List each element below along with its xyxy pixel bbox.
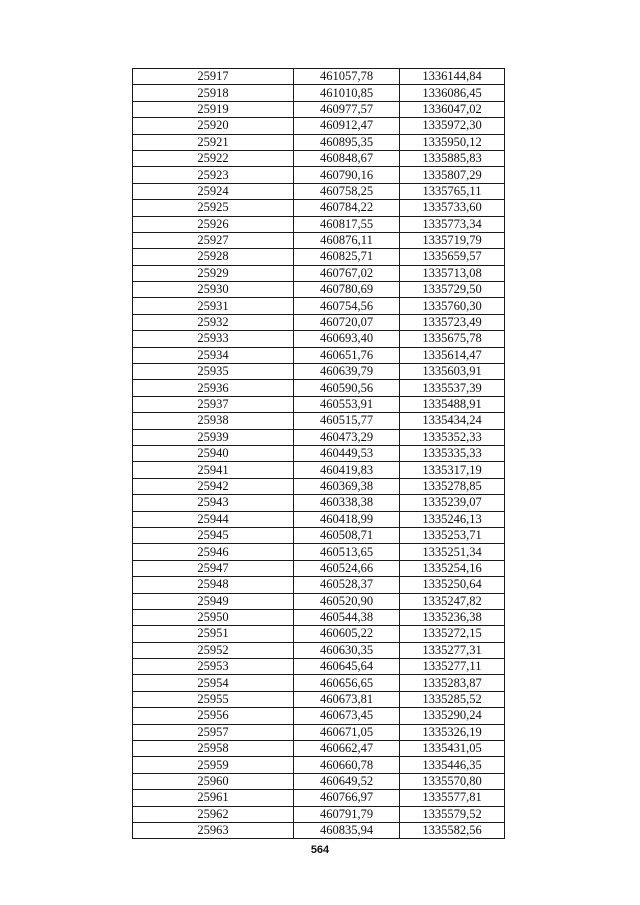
table-row — [133, 429, 505, 445]
y-coordinate-cell: 1335326,19 — [400, 724, 505, 740]
y-coordinate-cell: 1335603,91 — [400, 364, 505, 380]
x-coordinate-cell: 460630,35 — [294, 642, 400, 658]
point-number-cell: 25930 — [133, 282, 294, 298]
table-row — [133, 232, 505, 248]
y-coordinate-cell: 1335765,11 — [400, 183, 505, 199]
y-coordinate-cell: 1335272,15 — [400, 626, 505, 642]
point-number-cell: 25932 — [133, 314, 294, 330]
point-number-cell: 25957 — [133, 724, 294, 740]
page-number: 564 — [310, 844, 330, 856]
x-coordinate-cell: 460656,65 — [294, 675, 400, 691]
x-coordinate-cell: 460754,56 — [294, 298, 400, 314]
point-number-cell: 25950 — [133, 609, 294, 625]
coordinates-table — [132, 68, 505, 839]
point-number-cell: 25940 — [133, 445, 294, 461]
x-coordinate-cell: 460649,52 — [294, 773, 400, 789]
table-row — [133, 577, 505, 593]
point-number-cell: 25936 — [133, 380, 294, 396]
point-number-cell: 25951 — [133, 626, 294, 642]
x-coordinate-cell: 460419,83 — [294, 462, 400, 478]
point-number-cell: 25935 — [133, 364, 294, 380]
y-coordinate-cell: 1335723,49 — [400, 314, 505, 330]
x-coordinate-cell: 460673,45 — [294, 708, 400, 724]
point-number-cell: 25956 — [133, 708, 294, 724]
x-coordinate-cell: 460876,11 — [294, 232, 400, 248]
y-coordinate-cell: 1335239,07 — [400, 495, 505, 511]
point-number-cell: 25938 — [133, 413, 294, 429]
x-coordinate-cell: 460817,55 — [294, 216, 400, 232]
y-coordinate-cell: 1335254,16 — [400, 560, 505, 576]
y-coordinate-cell: 1335570,80 — [400, 773, 505, 789]
point-number-cell: 25924 — [133, 183, 294, 199]
x-coordinate-cell: 460662,47 — [294, 741, 400, 757]
point-number-cell: 25923 — [133, 167, 294, 183]
x-coordinate-cell: 460528,37 — [294, 577, 400, 593]
x-coordinate-cell: 460825,71 — [294, 249, 400, 265]
point-number-cell: 25939 — [133, 429, 294, 445]
x-coordinate-cell: 460895,35 — [294, 134, 400, 150]
y-coordinate-cell: 1335729,50 — [400, 282, 505, 298]
x-coordinate-cell: 460520,90 — [294, 593, 400, 609]
x-coordinate-cell: 460660,78 — [294, 757, 400, 773]
point-number-cell: 25955 — [133, 691, 294, 707]
x-coordinate-cell: 460767,02 — [294, 265, 400, 281]
point-number-cell: 25920 — [133, 118, 294, 134]
table-row — [133, 691, 505, 707]
table-row — [133, 642, 505, 658]
y-coordinate-cell: 1335277,11 — [400, 659, 505, 675]
y-coordinate-cell: 1335675,78 — [400, 331, 505, 347]
y-coordinate-cell: 1335582,56 — [400, 822, 505, 838]
point-number-cell: 25946 — [133, 544, 294, 560]
y-coordinate-cell: 1335614,47 — [400, 347, 505, 363]
point-number-cell: 25943 — [133, 495, 294, 511]
x-coordinate-cell: 460673,81 — [294, 691, 400, 707]
y-coordinate-cell: 1335719,79 — [400, 232, 505, 248]
point-number-cell: 25927 — [133, 232, 294, 248]
point-number-cell: 25949 — [133, 593, 294, 609]
point-number-cell: 25947 — [133, 560, 294, 576]
x-coordinate-cell: 461057,78 — [294, 69, 400, 85]
table-row — [133, 200, 505, 216]
y-coordinate-cell: 1335253,71 — [400, 527, 505, 543]
y-coordinate-cell: 1335431,05 — [400, 741, 505, 757]
point-number-cell: 25917 — [133, 69, 294, 85]
table-row — [133, 216, 505, 232]
point-number-cell: 25933 — [133, 331, 294, 347]
x-coordinate-cell: 460473,29 — [294, 429, 400, 445]
table-row — [133, 150, 505, 166]
table-row — [133, 265, 505, 281]
y-coordinate-cell: 1335352,33 — [400, 429, 505, 445]
point-number-cell: 25941 — [133, 462, 294, 478]
y-coordinate-cell: 1335972,30 — [400, 118, 505, 134]
table-row — [133, 495, 505, 511]
table-row — [133, 249, 505, 265]
point-number-cell: 25937 — [133, 396, 294, 412]
y-coordinate-cell: 1335577,81 — [400, 790, 505, 806]
point-number-cell: 25944 — [133, 511, 294, 527]
x-coordinate-cell: 460508,71 — [294, 527, 400, 543]
x-coordinate-cell: 460693,40 — [294, 331, 400, 347]
table-row — [133, 331, 505, 347]
y-coordinate-cell: 1336086,45 — [400, 85, 505, 101]
table-row — [133, 134, 505, 150]
x-coordinate-cell: 460553,91 — [294, 396, 400, 412]
point-number-cell: 25952 — [133, 642, 294, 658]
x-coordinate-cell: 460651,76 — [294, 347, 400, 363]
y-coordinate-cell: 1336144,84 — [400, 69, 505, 85]
x-coordinate-cell: 460515,77 — [294, 413, 400, 429]
x-coordinate-cell: 460848,67 — [294, 150, 400, 166]
x-coordinate-cell: 460784,22 — [294, 200, 400, 216]
y-coordinate-cell: 1335760,30 — [400, 298, 505, 314]
y-coordinate-cell: 1335236,38 — [400, 609, 505, 625]
x-coordinate-cell: 460790,16 — [294, 167, 400, 183]
table-row — [133, 101, 505, 117]
table-row — [133, 741, 505, 757]
table-row — [133, 413, 505, 429]
point-number-cell: 25948 — [133, 577, 294, 593]
x-coordinate-cell: 460418,99 — [294, 511, 400, 527]
y-coordinate-cell: 1335317,19 — [400, 462, 505, 478]
table-row — [133, 282, 505, 298]
x-coordinate-cell: 460912,47 — [294, 118, 400, 134]
table-row — [133, 445, 505, 461]
table-row — [133, 659, 505, 675]
table-row — [133, 462, 505, 478]
x-coordinate-cell: 460766,97 — [294, 790, 400, 806]
table-row — [133, 560, 505, 576]
y-coordinate-cell: 1335659,57 — [400, 249, 505, 265]
y-coordinate-cell: 1335733,60 — [400, 200, 505, 216]
table-row — [133, 757, 505, 773]
y-coordinate-cell: 1335713,08 — [400, 265, 505, 281]
table-row — [133, 380, 505, 396]
coordinates-table-body — [133, 69, 505, 839]
x-coordinate-cell: 460639,79 — [294, 364, 400, 380]
table-row — [133, 69, 505, 85]
table-row — [133, 347, 505, 363]
table-row — [133, 822, 505, 838]
table-row — [133, 314, 505, 330]
y-coordinate-cell: 1335950,12 — [400, 134, 505, 150]
point-number-cell: 25962 — [133, 806, 294, 822]
point-number-cell: 25922 — [133, 150, 294, 166]
table-row — [133, 593, 505, 609]
table-row — [133, 364, 505, 380]
point-number-cell: 25942 — [133, 478, 294, 494]
y-coordinate-cell: 1335446,35 — [400, 757, 505, 773]
x-coordinate-cell: 460605,22 — [294, 626, 400, 642]
point-number-cell: 25925 — [133, 200, 294, 216]
x-coordinate-cell: 460671,05 — [294, 724, 400, 740]
x-coordinate-cell: 460645,64 — [294, 659, 400, 675]
point-number-cell: 25945 — [133, 527, 294, 543]
point-number-cell: 25929 — [133, 265, 294, 281]
table-row — [133, 773, 505, 789]
y-coordinate-cell: 1335434,24 — [400, 413, 505, 429]
x-coordinate-cell: 460835,94 — [294, 822, 400, 838]
table-row — [133, 724, 505, 740]
x-coordinate-cell: 460524,66 — [294, 560, 400, 576]
table-row — [133, 708, 505, 724]
table-row — [133, 806, 505, 822]
y-coordinate-cell: 1335290,24 — [400, 708, 505, 724]
point-number-cell: 25954 — [133, 675, 294, 691]
x-coordinate-cell: 461010,85 — [294, 85, 400, 101]
y-coordinate-cell: 1335246,13 — [400, 511, 505, 527]
x-coordinate-cell: 460544,38 — [294, 609, 400, 625]
y-coordinate-cell: 1335488,91 — [400, 396, 505, 412]
y-coordinate-cell: 1335250,64 — [400, 577, 505, 593]
y-coordinate-cell: 1335807,29 — [400, 167, 505, 183]
table-row — [133, 118, 505, 134]
table-row — [133, 609, 505, 625]
y-coordinate-cell: 1335773,34 — [400, 216, 505, 232]
point-number-cell: 25953 — [133, 659, 294, 675]
table-row — [133, 396, 505, 412]
point-number-cell: 25931 — [133, 298, 294, 314]
y-coordinate-cell: 1335335,33 — [400, 445, 505, 461]
table-row — [133, 183, 505, 199]
x-coordinate-cell: 460780,69 — [294, 282, 400, 298]
y-coordinate-cell: 1336047,02 — [400, 101, 505, 117]
point-number-cell: 25921 — [133, 134, 294, 150]
y-coordinate-cell: 1335885,83 — [400, 150, 505, 166]
table-row — [133, 511, 505, 527]
x-coordinate-cell: 460590,56 — [294, 380, 400, 396]
table-row — [133, 626, 505, 642]
point-number-cell: 25959 — [133, 757, 294, 773]
point-number-cell: 25928 — [133, 249, 294, 265]
point-number-cell: 25934 — [133, 347, 294, 363]
table-row — [133, 527, 505, 543]
y-coordinate-cell: 1335278,85 — [400, 478, 505, 494]
y-coordinate-cell: 1335277,31 — [400, 642, 505, 658]
point-number-cell: 25960 — [133, 773, 294, 789]
y-coordinate-cell: 1335537,39 — [400, 380, 505, 396]
table-row — [133, 85, 505, 101]
table-row — [133, 298, 505, 314]
x-coordinate-cell: 460720,07 — [294, 314, 400, 330]
y-coordinate-cell: 1335285,52 — [400, 691, 505, 707]
x-coordinate-cell: 460758,25 — [294, 183, 400, 199]
table-row — [133, 790, 505, 806]
point-number-cell: 25919 — [133, 101, 294, 117]
point-number-cell: 25918 — [133, 85, 294, 101]
table-row — [133, 675, 505, 691]
y-coordinate-cell: 1335247,82 — [400, 593, 505, 609]
y-coordinate-cell: 1335579,52 — [400, 806, 505, 822]
table-row — [133, 544, 505, 560]
x-coordinate-cell: 460369,38 — [294, 478, 400, 494]
x-coordinate-cell: 460338,38 — [294, 495, 400, 511]
point-number-cell: 25926 — [133, 216, 294, 232]
point-number-cell: 25963 — [133, 822, 294, 838]
x-coordinate-cell: 460791,79 — [294, 806, 400, 822]
y-coordinate-cell: 1335251,34 — [400, 544, 505, 560]
table-row — [133, 478, 505, 494]
x-coordinate-cell: 460449,53 — [294, 445, 400, 461]
x-coordinate-cell: 460977,57 — [294, 101, 400, 117]
point-number-cell: 25961 — [133, 790, 294, 806]
point-number-cell: 25958 — [133, 741, 294, 757]
x-coordinate-cell: 460513,65 — [294, 544, 400, 560]
y-coordinate-cell: 1335283,87 — [400, 675, 505, 691]
table-row — [133, 167, 505, 183]
